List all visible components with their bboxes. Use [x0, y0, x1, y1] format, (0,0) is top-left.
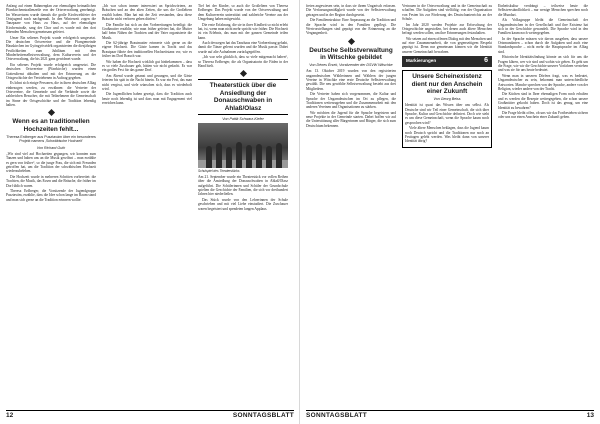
article-paragraph: Die Vertreter haben sich vorgenommen, die Kultur und Sprache der Ungarndeutschen im Ort zu pflegen, die Traditionen weiterzugeben und die Zusammenarbeit mit den anderen Vereinen und Organisationen zu stärken. [306, 92, 396, 110]
section-divider-icon [47, 109, 54, 116]
publication-name: SONNTAGSBLATT [232, 412, 294, 419]
article-paragraph: freien angewiesen sein, in dass sie ihrem Ungarisch erfassen. Die Verfassungsmäßigkeit wurde von der Selbstverwaltung getragen und in der Region durchgesetzt. [306, 4, 396, 17]
publication-name: SONNTAGSBLATT [306, 412, 368, 419]
article-subheadline: Theresa Erdberger aus Pusztavám über ein besonderes Projekt namens ‚Schwäbische Hochzeit' [6, 134, 96, 144]
page-number: 12 [6, 412, 14, 419]
article-paragraph: „Ich war schon immer interessiert an Sprichwörtern, an Bräuchen und an den alten Zeiten, die uns die Großeltern erzählt haben. Man hat mit der Zeit verstanden, dass diese Bräuche nicht verloren gehen dürfen.“ [102, 4, 192, 22]
theater-photo [198, 123, 288, 168]
article-byline: Von Richard Guth [36, 145, 66, 150]
article-paragraph: Wir haben die Hochzeit wirklich gut hinbekommen – dass es so viele Zuschauer gab, hätten wir nicht gedacht. Es war ein großes Fest für das ganze Dorf. [102, 59, 192, 73]
article-headline: Unsere Scheinexistenz dient nur den Anschein einer Zukunft [411, 73, 483, 95]
left-column-1 [6, 4, 96, 404]
left-column-3 [198, 4, 288, 404]
article-paragraph: Viele ältere Menschen beklagen, dass die Jugend kaum noch Deutsch spricht und die Traditionen nur noch an Festtagen gelebt werden. Was bleibt dann von unserer Identität übrig? [405, 126, 489, 144]
article-paragraph: Es lohnt sich einige Personen, die in ihren deutschen Alltag einbezogen werden, zu erwähnen: die Vertreter der Ortsvereine, die Gemeinde und die Verbände sowie die zahlreichen Besucher, die mit Teilnehmern die Gemeinschaft im Sinne der Ortsgeschichte und der Tradition lebendig halten. [6, 81, 96, 108]
article-headline: Wenn es an traditionellen Hochzeiten fehlt... [12, 118, 90, 133]
article-byline: Von Dénes Érsek, Vorsitzender der DSVW Witschke [309, 62, 393, 67]
section-bar [402, 56, 492, 67]
left-page-footer [6, 410, 294, 421]
article-headline: Theaterstück über die Ansiedlung der Donauschwaben in Ahlaß/Olasz [209, 82, 277, 112]
right-column-2 [402, 4, 492, 404]
section-divider-icon [347, 38, 354, 45]
article-paragraph: Die Frage bleibt offen, ob uns wir das Fortbestehen sichern oder uns nur einen Anschein einer Zukunft geben. [498, 111, 588, 120]
article-paragraph: Wir setzen auf einen offenen Dialog mit den Menschen und auf eine Zusammenarbeit, die von gegenseitigem Respekt geprägt ist. Denn nur gemeinsam können wir die Identität unserer Gemeinschaft bewahren. [402, 36, 492, 54]
article-paragraph: Auch deswegen hat das Tanzhaus eine Vorbereitung gehabt, damit die Tänze gelernt wurden und die Musik passte. Dabei wurde auf alte Aufnahmen zurückgegriffen. [198, 41, 288, 54]
opinion-box [402, 70, 492, 148]
article-paragraph: Die Jugendlichen haben gezeigt, dass die Tradition auch heute noch lebendig ist und dass man mit Engagement viel erreichen kann. [102, 92, 192, 106]
article-paragraph: Die Familie hat sich an den Vorbereitungen beteiligt: die Großmutter erzählte, wie man früher gefeiert hat, die Mutter half beim Nähen der Trachten und der Vater organisierte die Musik. [102, 22, 192, 40]
article-paragraph: Die Familienstruktur: Eine Anpassung an die Tradition und die Sprache wird in den Familien gepflegt. Die Wertvorstellungen sind geprägt von der Erinnerung an die Vergangenheit. [306, 18, 396, 36]
article-paragraph: Im Jahr 2020 werden Projekte zur Erforschung der Ortsgeschichte angestoßen, bei denen auch ältere Menschen befragt werden sollen, um ihre Erinnerungen festzuhalten. [402, 22, 492, 36]
section-divider-icon [239, 70, 246, 77]
article-byline: Von Georg Beiss [433, 96, 461, 101]
article-paragraph: Die erste Erfahrung, die sie in ihrer Kindheit so nicht erlebt hat, ist, wenn man nicht mehr spricht wie früher. Die Hochzeit ist ein Erlebnis, das man mit der ganzen Gemeinde teilen kann. [198, 22, 288, 40]
article-paragraph: Unser Ein seltenes Projekt wurde erfolgreich umgesetzt. Die deutschen Ortsvereine und die Pfarrgemeinde Hauskirchen im Gyöngyösvidék organisierten die diesjährigen Festlichkeiten zum Jubiläum mit dem Minderheitenselbstverwaltung, dem Kulturverein und der Ortsverwaltung, die bis 2021 ganz gewidmet wurde. [6, 35, 96, 62]
article-paragraph: Historische Identitätsfindung könnte an sich für uns die Fragen klären, wer wir sind und wohin wir gehen. Es geht um die Frage, wie wir die Geschichte unserer Vorfahren verstehen und was sie für uns heute bedeutet. [498, 55, 588, 73]
article-paragraph: Einheitskultur verdrängt – teilweise heute die Selbstverständlichkeit – nur wenige Menschen sprechen noch die Mundart. [498, 4, 588, 17]
article-paragraph: Tief bei der Kinder, so auch die Großeltern von Theresa Erdberger. Das Projekt wurde von der Ortsverwaltung und dem Kulturverein unterstützt und zahlreiche Vereine aus der Umgebung haben mitgewirkt. [198, 4, 288, 22]
section-bar-number: 6 [484, 57, 488, 65]
article-paragraph: Identität ist quasi das Wissen über uns selbst. Als Deutsche sind wir Teil einer Gemeinschaft, die sich über Sprache, Kultur und Geschichte definiert. Doch wie steht es um diese Gemeinschaft, wenn die Sprache kaum noch gesprochen wird? [405, 103, 489, 125]
article-paragraph: Vertrauen in die Ortsverwaltung und in die Gemeinschaft zu schaffen. Die Aufgaben sind vielfältig: von der Organisation von Festen bis zur Förderung des Deutschunterrichts an der Schule. [402, 4, 492, 22]
right-page-footer [306, 410, 594, 421]
right-column-3 [498, 4, 588, 404]
page-number: 13 [586, 412, 594, 419]
article-paragraph: Am Abend wurde getanzt und gesungen, und die Gäste feierten bis spät in die Nacht hinein. Es war ein Fest, das man nicht vergisst, und viele wünschen sich, dass es wiederholt wird. [102, 73, 192, 91]
section-bar-label: Markierungen [406, 58, 437, 64]
article-paragraph: In der Sprache müssen wir davon ausgehen, dass unsere Ortsmundarten – schon durch die Aufgaben und auch eine Standardsprache – nicht mehr die Hauptsprache im Alltag sind. [498, 36, 588, 54]
article-paragraph: Die 62-jährige Brautmutter erinnerte sich gerne an die eigene Hochzeit. Die Gäste kamen in Tracht und das Brautpaar führte den traditionellen Hochzeitstanz vor, wie es früher im Dorf Brauch war. [102, 41, 192, 59]
article-headline-box [198, 79, 288, 115]
article-paragraph: Anfang auf einen Rahmenplan zur ehemaligen heimatlichen Pfarrkirchenstraßenzeile von der Ortsverwaltung genehmigt. Im Wasserturm wurde damals die große Kirchweihfeier der Ortsjugend noch nachgemalt. In den Winterzeit zogen die Tanzpaare von Haus zu Haus, auf der ehemaligen Kirchenstraße, sang der Chor und es wurde mit den dort lebenden Menschen gemeinsam gefeiert. [6, 4, 96, 35]
article-paragraph: Wir möchten die Jugend für die Sprache begeistern und neue Projekte in der Gemeinde starten. Dabei hoffen wir auf die Unterstützung aller Bürgerinnen und Bürger, die sich zum Deutschtum bekennen. [306, 110, 396, 128]
right-page [300, 0, 600, 424]
article-paragraph: Am 13. Oktober 2019 wurden von den registrierten ungarndeutschen Wählerinnen und Wählern der jungen Vereine in Witschke eine erste Deutsche Selbstverwaltung gewählt. Die neu gewählte Selbstverwaltung besteht aus drei Mitgliedern. [306, 69, 396, 91]
article-paragraph: „Ich war sehr glücklich, dass so viele mitgemacht haben“, so Theresa Erdberger, die als Organisatorin die Fäden in der Hand hielt. [198, 55, 288, 69]
article-headline: Deutsche Selbstverwaltung in Witschke gebildet [309, 46, 393, 61]
article-paragraph: Ein seltenes Projekt wurde erfolgreich umgesetzt. Die deutschen Ortsvereine (Pfarrkirche) wurden einen Gottesdienst abhalten und mit der Erinnerung an die Ortsgeschichte der Vertriebenen in Auftrag gegeben. [6, 62, 96, 80]
article-byline: Von Pattik Schwarz-Kiefer [222, 116, 264, 121]
article-paragraph: Die Hochzeit wurde in mehreren Schritten vorbereitet: die Trachten, die Musik, das Essen und die Bräuche, die früher im Dorf üblich waren. [6, 174, 96, 188]
left-column-2 [102, 4, 192, 404]
article-paragraph: Als Volksgruppe bleibt die Gemeinschaft der Ungarndeutschen in der Gesellschaft und ihre Existenz hat sich in der Geschichte gewandelt. Die Sprache wird in den Familien kaum noch weitergegeben. [498, 18, 588, 36]
article-paragraph: Die Küchen sind in Ihrer ehemaligen Form noch erhalten und es werden die Rezepte weitergegeben, die schon unsere Großmütter gekocht haben. Doch ist das genug, um eine Identität zu bewahren? [498, 92, 588, 110]
article-paragraph: Theresa Erdberger, die Vorsitzende der Jugendgruppe Pusztavám, erzählte, dass die Idee schon lange im Raum stand und man sich gerne an die Tradition erinnern wollte. [6, 189, 96, 202]
article-paragraph: Am 21. September wurde ein Theaterstück vor vollen Reihen über die Ansiedlung der Donauschwaben in Ahlaß/Olasz aufgeführt. Die Schülerinnen und Schüler der Grundschule spielten die Geschichte der Familien, die sich vor dreihundert Jahren hier niederließen. [198, 174, 288, 197]
article-paragraph: Wenn man in unseren Dörfern fragt, was es bedeutet, Ungarndeutscher zu sein, bekommt man unterschiedliche Antworten. Manche sprechen von der Sprache, andere von der Religion, wieder andere von der Tracht. [498, 73, 588, 91]
right-column-1 [306, 4, 396, 404]
article-paragraph: Das Stück wurde von den Lehrerinnen der Schule geschrieben und mit viel Liebe einstudiert. Die Zuschauer waren begeistert und spendeten langen Applaus. [198, 197, 288, 211]
article-paragraph: „Wir sind viel auf Hochzeiten gegangen, wir konnten zum Tanzen und haben uns an die Musik gewöhnt – man erzählte es gern von früher“, so die junge Frau, die sich mit Freunden getroffen hat, um die Tradition der schwäbischen Hochzeit wiederzubeleben. [6, 152, 96, 174]
photo-caption: Schulspiel des Theaterstücks [198, 168, 240, 173]
